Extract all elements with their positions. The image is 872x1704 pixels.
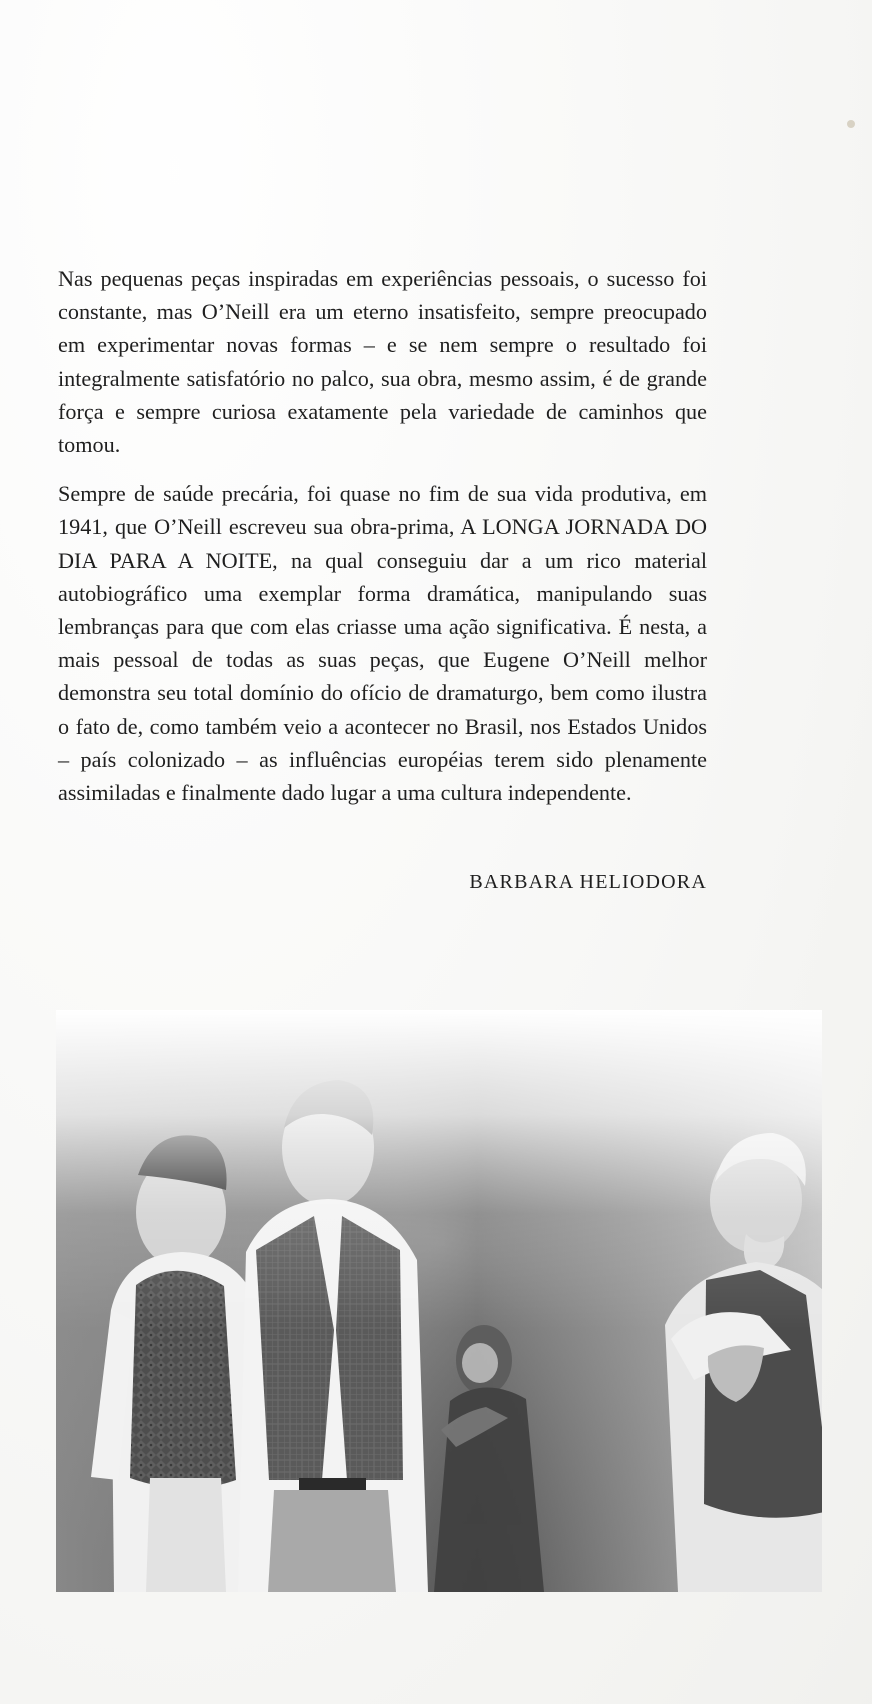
cast-photo xyxy=(56,1010,822,1592)
paragraph-1: Nas pequenas peças inspiradas em experiências pessoais, o sucesso foi constante, mas O’Neill era um eterno insatisfeito, sempre preocupado em experimentar novas formas – e se nem sempre o resultado foi integralmente satisfatório no palco, sua obra, mesmo assim, é de grande força e sempre curiosa exatamente pela variedade de caminhos que tomou. xyxy=(58,266,707,458)
article-text xyxy=(58,262,707,825)
cast-photo-icon xyxy=(56,1010,822,1592)
author-signature: BARBARA HELIODORA xyxy=(469,871,707,893)
paragraph-2: Sempre de saúde precária, foi quase no fim de sua vida produtiva, em 1941, que O’Neill escreveu sua obra-prima, A LONGA JORNADA DO DIA PARA A NOITE, na qual conseguiu dar a um rico material autobiográfico uma exemplar forma dramática, manipulando suas lembranças para que com elas criasse uma ação significativa. É nesta, a mais pessoal de todas as suas peças, que Eugene O’Neill melhor demonstra seu total domínio do ofício de dramaturgo, bem como ilustra o fato de, como também veio a acontecer no Brasil, nos Estados Unidos – país colonizado – as influências européias terem sido plenamente assimiladas e finalmente dado lugar a uma cultura independente. xyxy=(58,481,707,806)
paper-mark xyxy=(847,120,855,128)
